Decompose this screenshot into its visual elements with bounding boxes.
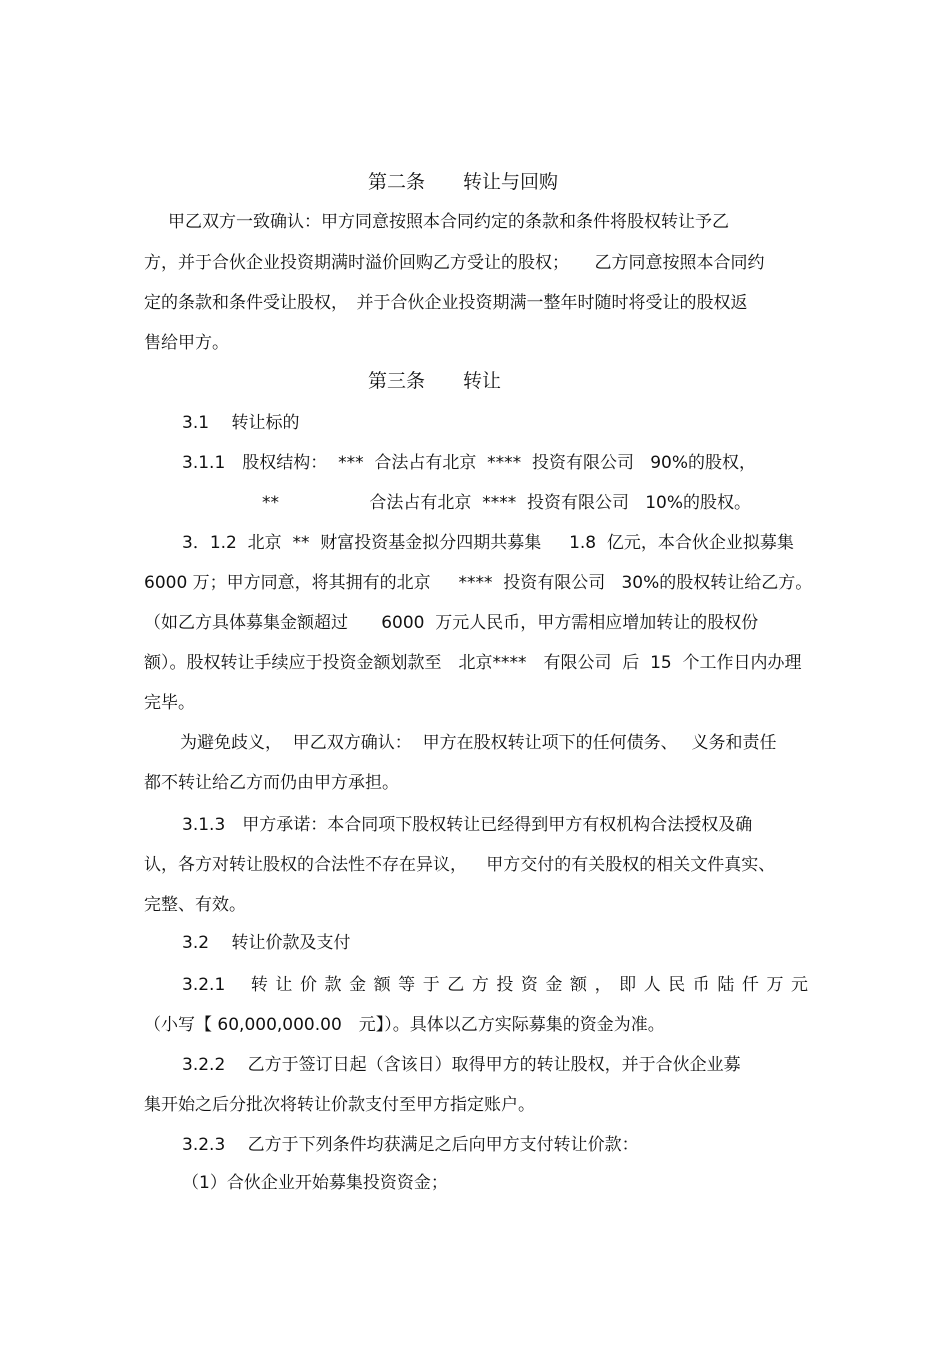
article-2-paragraph-line-1: 甲乙双方一致确认：甲方同意按照本合同约定的条款和条件将股权转让予乙	[168, 212, 729, 232]
section-3-1-1-line-2: ** 合法占有北京 **** 投资有限公司 10%的股权。	[262, 493, 752, 513]
section-3-1-3-line-3: 完整、有效。	[144, 895, 246, 915]
article-2-paragraph-line-3: 定的条款和条件受让股权， 并于合伙企业投资期满一整年时随时将受让的股权返	[144, 293, 748, 313]
disclaimer-line-1: 为避免歧义， 甲乙双方确认： 甲方在股权转让项下的任何债务、 义务和责任	[180, 733, 777, 753]
section-3-2-2-line-1: 3.2.2 乙方于签订日起（含该日）取得甲方的转让股权，并于合伙企业募	[182, 1055, 741, 1075]
section-3-1-2-line-5: 完毕。	[144, 693, 195, 713]
article-2-paragraph-line-4: 售给甲方。	[144, 333, 229, 353]
section-3-1-3-line-1: 3.1.3 甲方承诺：本合同项下股权转让已经得到甲方有权机构合法授权及确	[182, 815, 753, 835]
condition-1: （1）合伙企业开始募集投资资金；	[182, 1173, 448, 1193]
article-3-heading: 第三条 转让	[368, 370, 502, 392]
article-2-paragraph-line-2: 方，并于合伙企业投资期满时溢价回购乙方受让的股权； 乙方同意按照本合同约	[144, 253, 765, 273]
section-3-1-1-line-1: 3.1.1 股权结构： *** 合法占有北京 **** 投资有限公司 90%的股权，	[182, 453, 756, 473]
section-3-1-2-line-1: 3．1.2 北京 ** 财富投资基金拟分四期共募集 1.8 亿元，本合伙企业拟募集	[182, 533, 794, 553]
section-3-2-1-line-1: 3.2.1 转 让 价 款 金 额 等 于 乙 方 投 资 金 额 ， 即 人 民 币 陆 仟 万 元	[182, 975, 808, 995]
disclaimer-line-2: 都不转让给乙方而仍由甲方承担。	[144, 773, 399, 793]
section-3-1-2-line-4: 额）。股权转让手续应于投资金额划款至 北京**** 有限公司 后 15 个工作日内办理	[144, 653, 802, 673]
section-3-1-2-line-3: （如乙方具体募集金额超过 6000 万元人民币，甲方需相应增加转让的股权份	[144, 613, 759, 633]
section-3-1-heading: 3.1 转让标的	[182, 413, 300, 433]
section-3-2-heading: 3.2 转让价款及支付	[182, 933, 351, 953]
section-3-2-3-heading: 3.2.3 乙方于下列条件均获满足之后向甲方支付转让价款：	[182, 1135, 639, 1155]
section-3-2-1-line-2: （小写【 60,000,000.00 元】）。具体以乙方实际募集的资金为准。	[144, 1015, 665, 1035]
section-3-1-3-line-2: 认，各方对转让股权的合法性不存在异议， 甲方交付的有关股权的相关文件真实、	[144, 855, 776, 875]
section-3-1-2-line-2: 6000 万；甲方同意，将其拥有的北京 **** 投资有限公司 30%的股权转让给乙方。	[144, 573, 813, 593]
section-3-2-2-line-2: 集开始之后分批次将转让价款支付至甲方指定账户。	[144, 1095, 535, 1115]
article-2-heading: 第二条 转让与回购	[368, 171, 559, 193]
